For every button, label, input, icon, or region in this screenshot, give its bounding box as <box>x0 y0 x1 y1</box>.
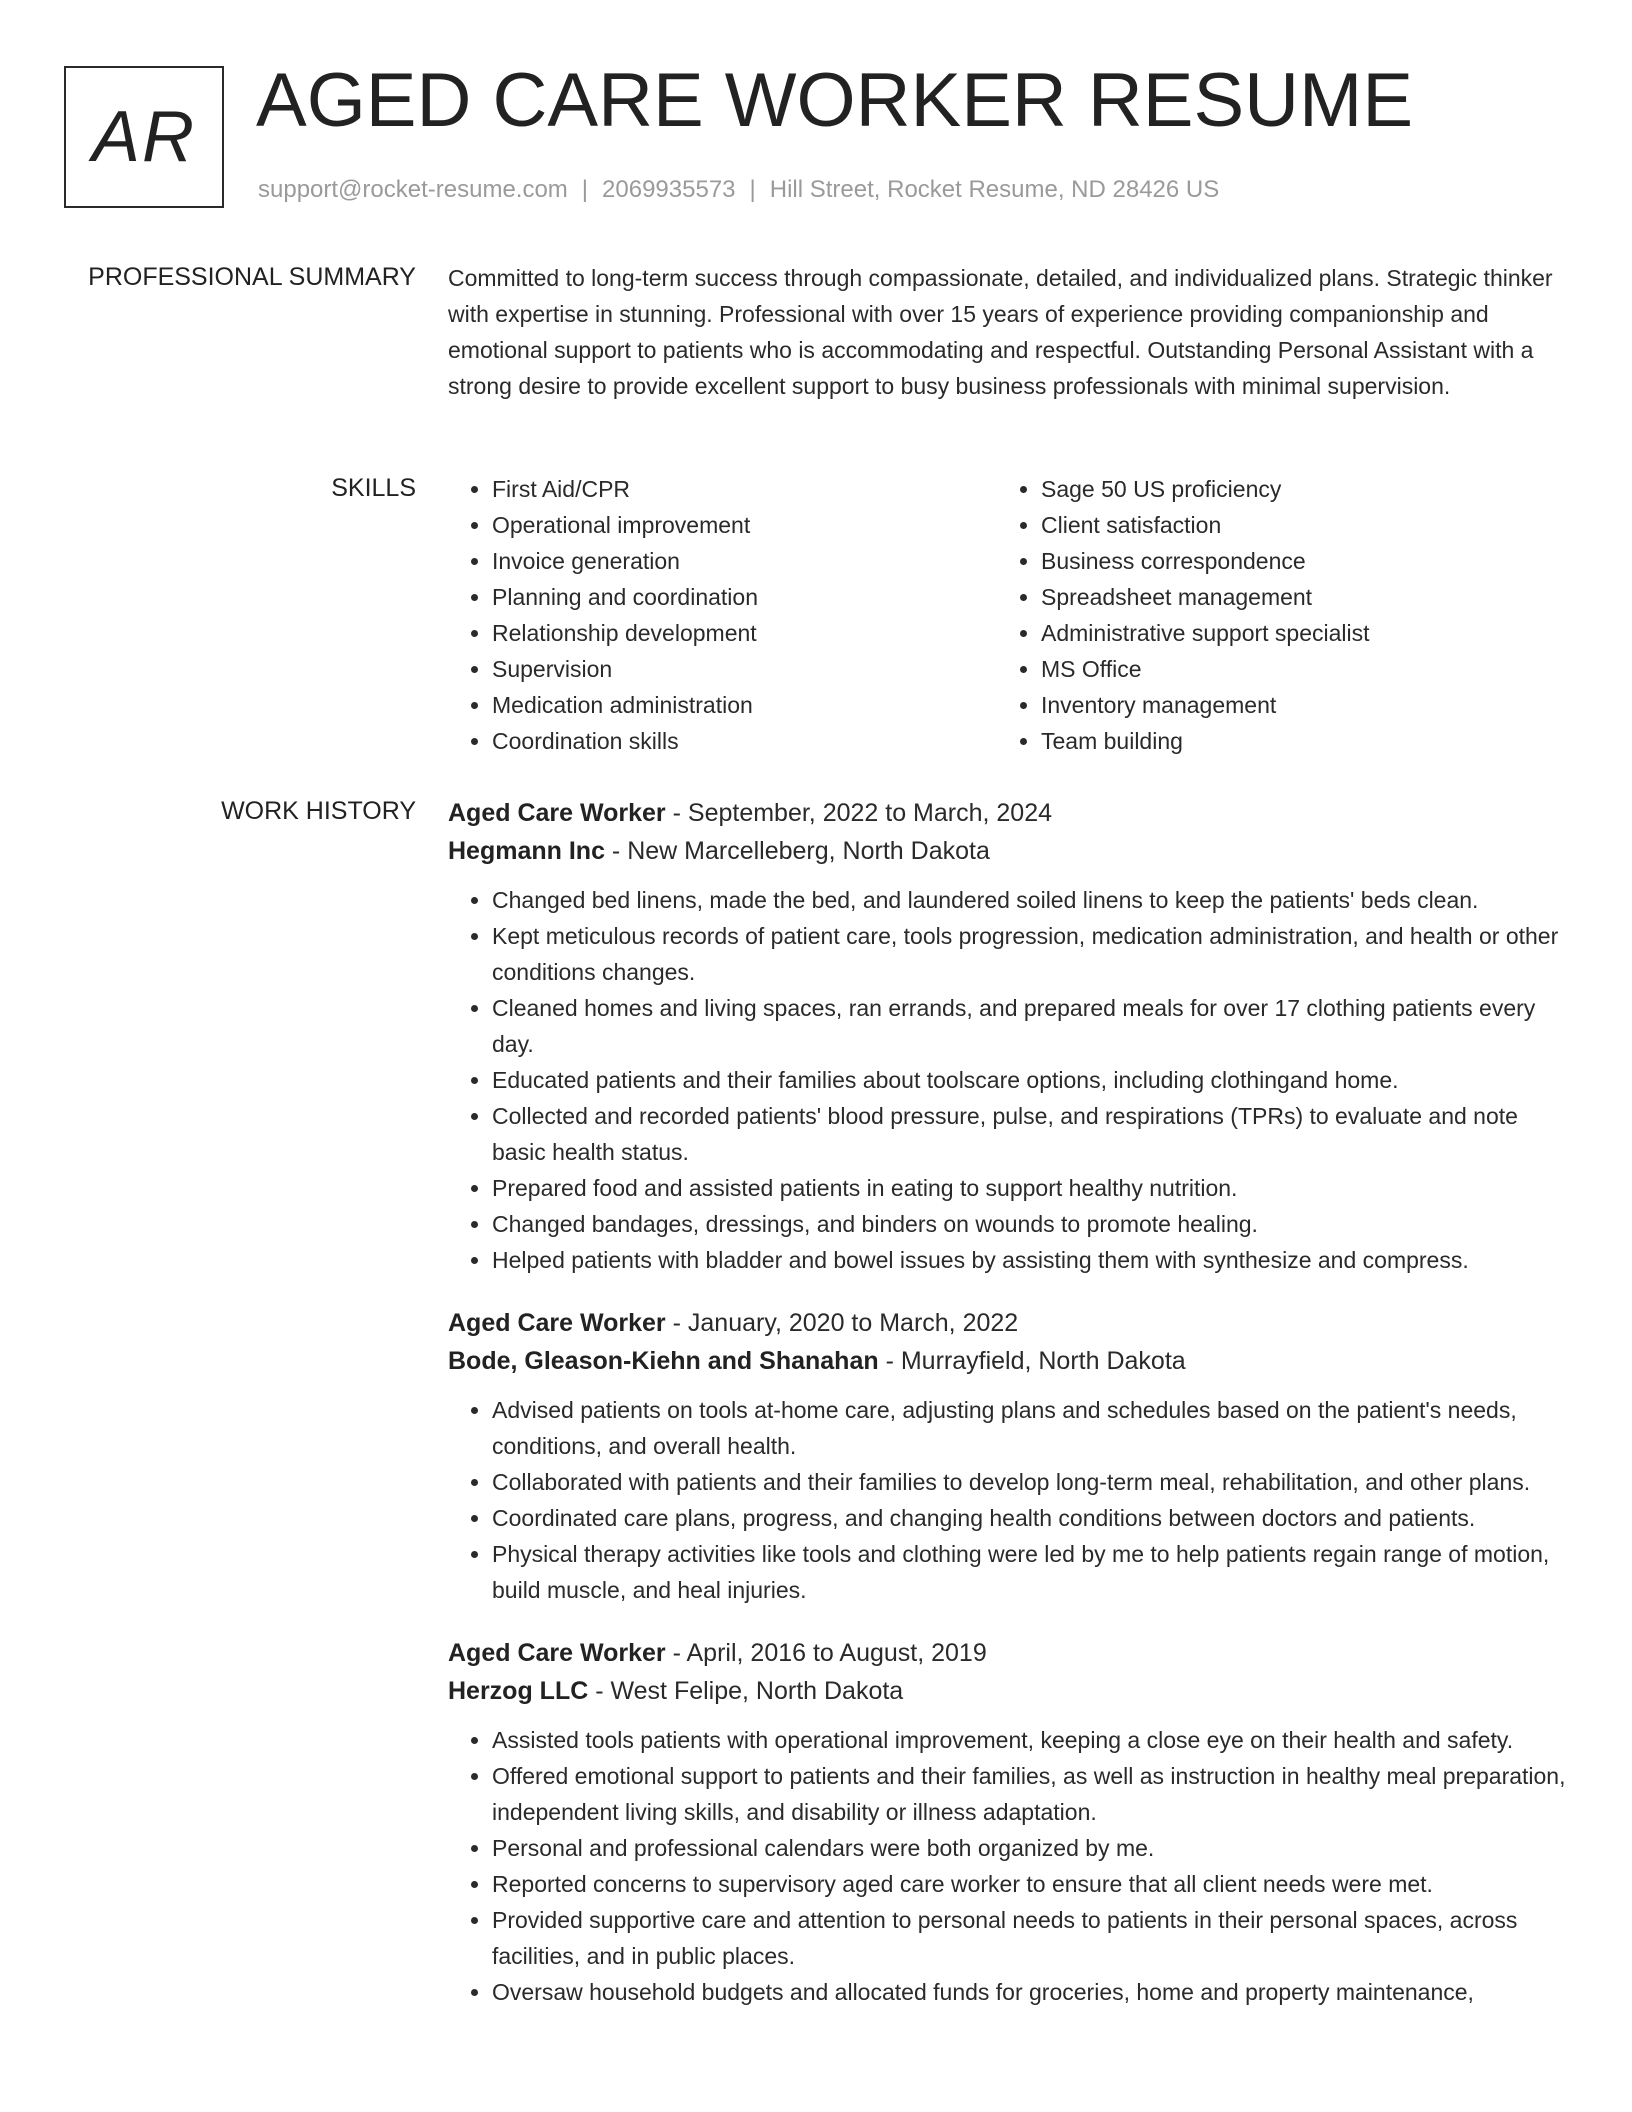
section-label-summary: PROFESSIONAL SUMMARY <box>88 263 416 291</box>
skill-item: • Planning and coordination <box>492 579 997 615</box>
job-location: - West Felipe, North Dakota <box>588 1677 904 1705</box>
phone-number: 2069935573 <box>602 176 736 203</box>
job-company-line <box>448 832 1570 870</box>
job-entry <box>448 1304 1570 1608</box>
job-bullet: • Advised patients on tools at-home care, adjusting plans and schedules based on the patient's needs, conditions, and overall health. <box>492 1392 1570 1464</box>
job-bullet: • Coordinated care plans, progress, and changing health conditions between doctors and patients. <box>492 1500 1570 1536</box>
job-bullet: • Collected and recorded patients' blood pressure, pulse, and respirations (TPRs) to evaluate and note basic health status. <box>492 1098 1570 1170</box>
skill-item: • MS Office <box>1041 651 1546 687</box>
job-title-line <box>448 1634 1570 1672</box>
skill-item: • Relationship development <box>492 615 997 651</box>
job-title-line <box>448 794 1570 832</box>
summary-text: Committed to long-term success through compassionate, detailed, and individualized plans. Strategic thinker with expertise in stunning. Professional with over 15 years of experience providing companionship and emotional support to patients who is accommodating and respectful. Outstanding Personal Assistant with a strong desire to provide excellent support to busy business professionals with minimal supervision. <box>448 265 1553 399</box>
skill-item: • Spreadsheet management <box>1041 579 1546 615</box>
job-dates: - April, 2016 to August, 2019 <box>665 1639 987 1667</box>
skill-item: • Administrative support specialist <box>1041 615 1546 651</box>
job-bullet: • Assisted tools patients with operational improvement, keeping a close eye on their health and safety. <box>492 1722 1570 1758</box>
job-bullet: • Changed bed linens, made the bed, and laundered soiled linens to keep the patients' beds clean. <box>492 882 1570 918</box>
contact-line <box>258 174 1219 206</box>
job-bullet: • Helped patients with bladder and bowel issues by assisting them with synthesize and compress. <box>492 1242 1570 1278</box>
job-title: Aged Care Worker <box>448 1639 666 1667</box>
job-company-line <box>448 1672 1570 1710</box>
job-title: Aged Care Worker <box>448 1309 666 1337</box>
separator: | <box>749 176 756 203</box>
job-bullet: • Prepared food and assisted patients in eating to support healthy nutrition. <box>492 1170 1570 1206</box>
job-entry <box>448 1634 1570 2010</box>
job-title-line <box>448 1304 1570 1342</box>
skill-item: • Inventory management <box>1041 687 1546 723</box>
skill-item: • Coordination skills <box>492 723 997 759</box>
skill-item: • Operational improvement <box>492 507 997 543</box>
email-link[interactable]: support@rocket-resume.com <box>258 176 568 203</box>
job-bullets <box>448 1392 1570 1608</box>
job-bullet: • Physical therapy activities like tools and clothing were led by me to help patients regain range of motion, build muscle, and heal injuries. <box>492 1536 1570 1608</box>
job-title: Aged Care Worker <box>448 799 666 827</box>
job-location: - Murrayfield, North Dakota <box>878 1347 1186 1375</box>
monogram-logo: AR <box>64 66 224 208</box>
skill-item: • First Aid/CPR <box>492 471 997 507</box>
company-name: Bode, Gleason-Kiehn and Shanahan <box>448 1347 879 1375</box>
job-bullet: • Changed bandages, dressings, and binders on wounds to promote healing. <box>492 1206 1570 1242</box>
address: Hill Street, Rocket Resume, ND 28426 US <box>769 176 1220 203</box>
job-bullets <box>448 882 1570 1278</box>
company-name: Hegmann Inc <box>448 837 605 865</box>
job-bullet: • Educated patients and their families about toolscare options, including clothingand home. <box>492 1062 1570 1098</box>
job-bullets <box>448 1722 1570 2010</box>
job-bullet: • Reported concerns to supervisory aged care worker to ensure that all client needs were met. <box>492 1866 1570 1902</box>
job-bullet: • Cleaned homes and living spaces, ran errands, and prepared meals for over 17 clothing patients every day. <box>492 990 1570 1062</box>
job-bullet: • Oversaw household budgets and allocated funds for groceries, home and property maintenance, <box>492 1974 1570 2010</box>
section-label-skills: SKILLS <box>331 474 416 502</box>
company-name: Herzog LLC <box>448 1677 589 1705</box>
skill-item: • Client satisfaction <box>1041 507 1546 543</box>
skill-item: • Sage 50 US proficiency <box>1041 471 1546 507</box>
skill-item: • Supervision <box>492 651 997 687</box>
skills-list-left <box>448 471 997 759</box>
skills-list-right <box>997 471 1546 759</box>
skill-item: • Team building <box>1041 723 1546 759</box>
job-bullet: • Collaborated with patients and their families to develop long-term meal, rehabilitation, and other plans. <box>492 1464 1570 1500</box>
job-bullet: • Kept meticulous records of patient care, tools progression, medication administration, and health or other conditions changes. <box>492 918 1570 990</box>
section-label-work: WORK HISTORY <box>221 797 416 825</box>
job-bullet: • Provided supportive care and attention to personal needs to patients in their personal spaces, across facilities, and in public places. <box>492 1902 1570 1974</box>
job-company-line <box>448 1342 1570 1380</box>
skill-item: • Invoice generation <box>492 543 997 579</box>
separator: | <box>581 176 589 203</box>
job-bullet: • Offered emotional support to patients and their families, as well as instruction in healthy meal preparation, independent living skills, and disability or illness adaptation. <box>492 1758 1570 1830</box>
skill-item: • Medication administration <box>492 687 997 723</box>
resume-title: AGED CARE WORKER RESUME <box>256 58 1414 143</box>
job-dates: - January, 2020 to March, 2022 <box>665 1309 1019 1337</box>
skill-item: • Business correspondence <box>1041 543 1546 579</box>
job-bullet: • Personal and professional calendars were both organized by me. <box>492 1830 1570 1866</box>
job-dates: - September, 2022 to March, 2024 <box>665 799 1053 827</box>
job-entry <box>448 794 1570 1278</box>
job-location: - New Marcelleberg, North Dakota <box>604 837 990 865</box>
